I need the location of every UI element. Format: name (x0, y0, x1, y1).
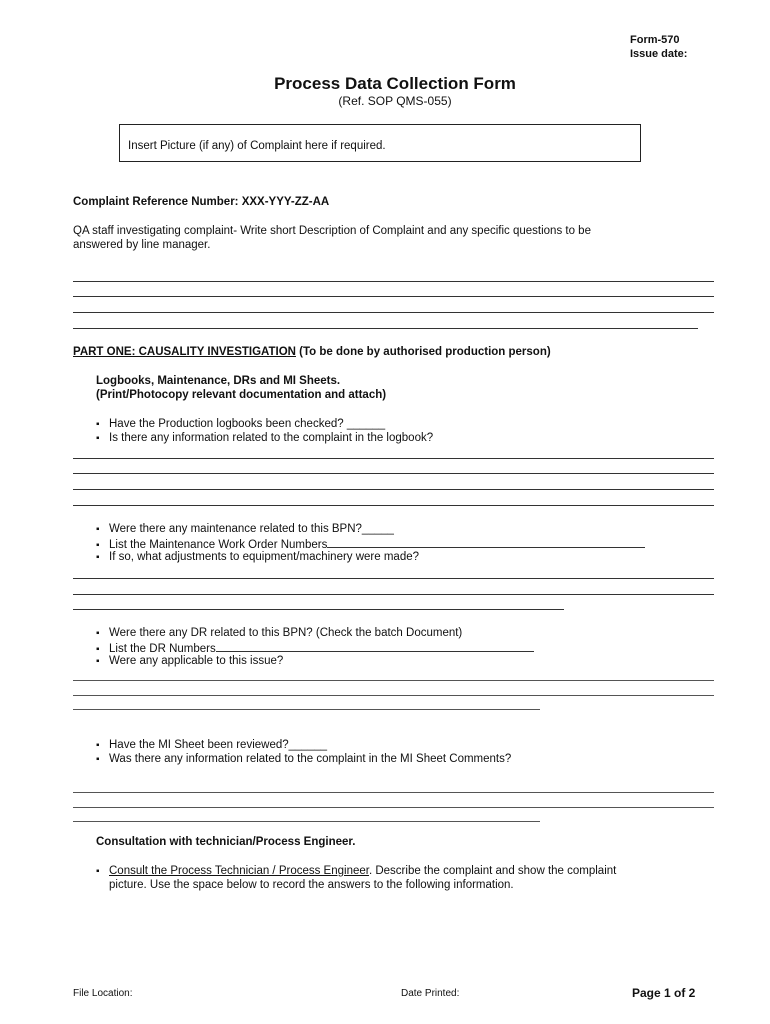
issue-date-label: Issue date: (630, 48, 688, 60)
answer-line[interactable] (73, 458, 714, 459)
form-number: Form-570 (630, 34, 680, 46)
question-mi-info: ▪ Was there any information related to the complaint in the MI Sheet Comments? (96, 752, 511, 767)
question-mi-reviewed: ▪ Have the MI Sheet been reviewed?______ (96, 738, 327, 753)
answer-line[interactable] (73, 578, 714, 579)
description-line[interactable] (73, 281, 714, 282)
logbooks-heading: Logbooks, Maintenance, DRs and MI Sheets. (96, 375, 341, 387)
answer-line[interactable] (73, 680, 714, 681)
qa-instruction-line-2: answered by line manager. (73, 239, 211, 251)
consult-instruction-line-2: picture. Use the space below to record the answers to the following information. (109, 879, 514, 891)
answer-line[interactable] (73, 695, 714, 696)
consult-instruction-text: . Describe the complaint and show the complaint (368, 865, 617, 877)
answer-line[interactable] (73, 807, 714, 808)
answer-line[interactable] (73, 489, 714, 490)
question-logbooks-checked: ▪ Have the Production logbooks been checked? ______ (96, 417, 385, 432)
question-work-orders-text: List the Maintenance Work Order Numbers (109, 539, 328, 551)
answer-line[interactable] (73, 594, 714, 595)
question-logbook-info: ▪ Is there any information related to the complaint in the logbook? (96, 431, 433, 446)
description-line[interactable] (73, 328, 698, 329)
question-maintenance: ▪ Were there any maintenance related to this BPN?_____ (96, 522, 394, 537)
question-dr-applicable: ▪ Were any applicable to this issue? (96, 654, 283, 669)
complaint-picture-box[interactable] (119, 124, 641, 162)
question-dr: ▪ Were there any DR related to this BPN? (Check the batch Document) (96, 626, 462, 641)
description-line[interactable] (73, 312, 714, 313)
question-adjustments: ▪ If so, what adjustments to equipment/machinery were made? (96, 550, 419, 565)
sop-reference: (Ref. SOP QMS-055) (338, 94, 452, 108)
description-line[interactable] (73, 296, 714, 297)
consultation-heading: Consultation with technician/Process Engineer. (96, 836, 356, 848)
answer-line[interactable] (73, 473, 714, 474)
page-number: Page 1 of 2 (632, 986, 696, 1000)
qa-instruction-line-1: QA staff investigating complaint- Write short Description of Complaint and any specific questions to be (73, 225, 591, 237)
answer-line[interactable] (73, 505, 714, 506)
part-one-heading-title: PART ONE: CAUSALITY INVESTIGATION (73, 346, 296, 358)
answer-line[interactable] (73, 709, 540, 710)
dr-numbers-field[interactable] (216, 640, 534, 652)
picture-box-text: Insert Picture (if any) of Complaint here if required. (128, 140, 386, 152)
part-one-heading-note: (To be done by authorised production person) (295, 346, 551, 358)
date-printed-label: Date Printed: (401, 988, 460, 999)
file-location-label: File Location: (73, 988, 133, 999)
complaint-reference: Complaint Reference Number: XXX-YYY-ZZ-AA (73, 196, 330, 208)
answer-line[interactable] (73, 821, 540, 822)
page-title: Process Data Collection Form (274, 74, 516, 93)
answer-line[interactable] (73, 792, 714, 793)
consult-instruction (96, 864, 616, 879)
consult-instruction-title: Consult the Process Technician / Process Engineer (109, 865, 369, 877)
question-dr-numbers-text: List the DR Numbers (109, 643, 216, 655)
logbooks-instruction: (Print/Photocopy relevant documentation and attach) (96, 389, 387, 401)
part-one-heading (73, 345, 551, 359)
work-order-numbers-field[interactable] (327, 536, 645, 548)
answer-line[interactable] (73, 609, 564, 610)
